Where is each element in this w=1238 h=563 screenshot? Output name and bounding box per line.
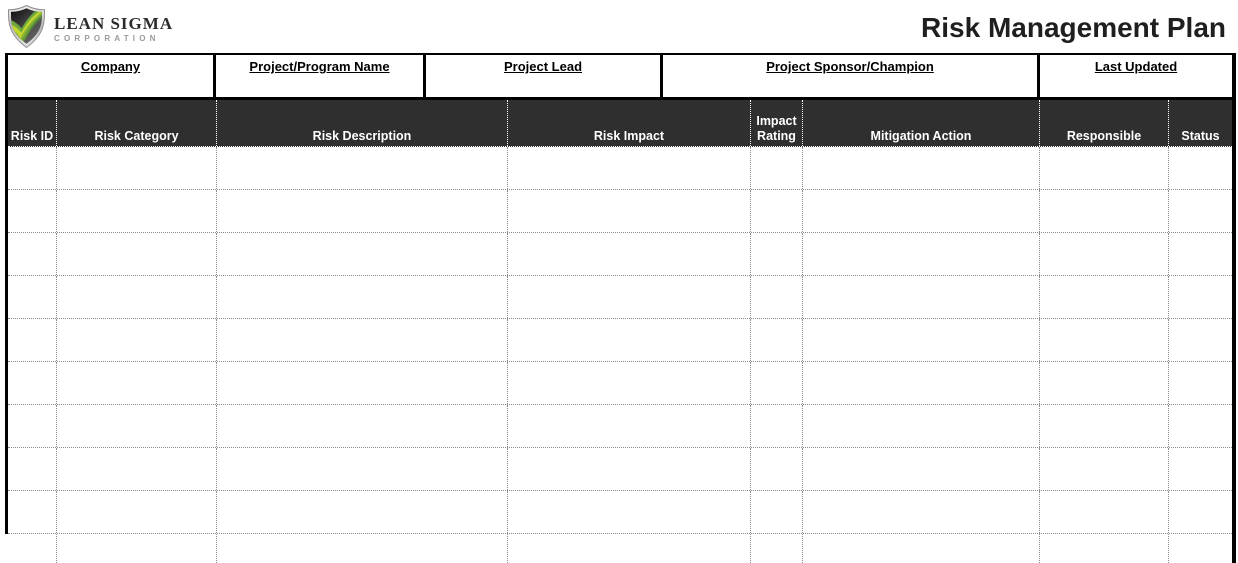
table-cell[interactable] <box>803 448 1040 490</box>
table-cell[interactable] <box>57 147 217 189</box>
table-cell[interactable] <box>57 405 217 447</box>
table-cell[interactable] <box>508 276 751 318</box>
info-label-company: Company <box>80 59 141 74</box>
table-cell[interactable] <box>1169 534 1232 563</box>
table-cell[interactable] <box>8 319 57 361</box>
table-cell[interactable] <box>8 405 57 447</box>
table-cell[interactable] <box>803 233 1040 275</box>
table-cell[interactable] <box>751 405 803 447</box>
info-label-last-updated: Last Updated <box>1094 59 1178 74</box>
table-cell[interactable] <box>57 276 217 318</box>
info-label-project-sponsor-champion: Project Sponsor/Champion <box>766 59 934 74</box>
table-cell[interactable] <box>1040 448 1169 490</box>
table-outer-border-right <box>1232 53 1236 563</box>
table-cell[interactable] <box>57 233 217 275</box>
table-cell[interactable] <box>1040 362 1169 404</box>
table-cell[interactable] <box>1169 276 1232 318</box>
column-header-risk-category: Risk Category <box>57 100 217 146</box>
table-cell[interactable] <box>217 405 508 447</box>
table-cell[interactable] <box>803 491 1040 533</box>
table-cell[interactable] <box>508 319 751 361</box>
table-cell[interactable] <box>8 534 57 563</box>
table-cell[interactable] <box>57 448 217 490</box>
table-cell[interactable] <box>57 190 217 232</box>
table-cell[interactable] <box>803 319 1040 361</box>
column-header-risk-description: Risk Description <box>217 100 508 146</box>
table-cell[interactable] <box>57 534 217 563</box>
table-cell[interactable] <box>217 491 508 533</box>
table-cell[interactable] <box>1040 491 1169 533</box>
lean-sigma-shield-icon <box>6 5 47 53</box>
table-header-row <box>8 100 1232 147</box>
table-cell[interactable] <box>217 276 508 318</box>
table-cell[interactable] <box>1169 190 1232 232</box>
table-cell[interactable] <box>508 534 751 563</box>
info-cell-project-lead[interactable] <box>426 55 663 97</box>
table-cell[interactable] <box>803 405 1040 447</box>
table-row <box>8 491 1232 534</box>
table-row <box>8 534 1232 563</box>
table-cell[interactable] <box>508 147 751 189</box>
table-cell[interactable] <box>508 362 751 404</box>
table-cell[interactable] <box>8 147 57 189</box>
table-cell[interactable] <box>803 276 1040 318</box>
table-cell[interactable] <box>803 362 1040 404</box>
table-row <box>8 448 1232 491</box>
table-cell[interactable] <box>8 190 57 232</box>
table-cell[interactable] <box>1040 147 1169 189</box>
info-cell-last-updated[interactable] <box>1040 55 1232 97</box>
table-cell[interactable] <box>751 491 803 533</box>
table-row <box>8 319 1232 362</box>
table-row <box>8 362 1232 405</box>
table-cell[interactable] <box>751 362 803 404</box>
table-cell[interactable] <box>217 362 508 404</box>
column-header-status: Status <box>1181 128 1220 143</box>
table-cell[interactable] <box>803 190 1040 232</box>
table-cell[interactable] <box>57 491 217 533</box>
info-cell-company[interactable] <box>8 55 216 97</box>
info-label-project-lead: Project Lead <box>503 59 583 74</box>
table-cell[interactable] <box>508 190 751 232</box>
table-cell[interactable] <box>1040 319 1169 361</box>
table-row <box>8 190 1232 233</box>
column-header-risk-id: Risk ID <box>8 100 57 146</box>
info-cell-project-sponsor-champion[interactable] <box>663 55 1040 97</box>
table-cell[interactable] <box>217 534 508 563</box>
table-row <box>8 276 1232 319</box>
table-cell[interactable] <box>751 534 803 563</box>
info-cell-project-program-name[interactable] <box>216 55 426 97</box>
info-label-project-program-name: Project/Program Name <box>249 59 390 74</box>
table-cell[interactable] <box>8 448 57 490</box>
logo-subtitle: CORPORATION <box>54 34 160 43</box>
lean-sigma-logo <box>6 5 173 53</box>
info-header-row <box>8 53 1232 100</box>
table-cell[interactable] <box>8 491 57 533</box>
table-cell[interactable] <box>1040 233 1169 275</box>
table-cell[interactable] <box>1169 233 1232 275</box>
column-header-mitigation-action: Mitigation Action <box>803 100 1040 146</box>
logo-name: LEAN SIGMA <box>54 14 174 33</box>
column-header-impact-rating: Impact Rating <box>751 100 803 146</box>
table-cell[interactable] <box>508 491 751 533</box>
table-cell[interactable] <box>8 276 57 318</box>
table-cell[interactable] <box>8 362 57 404</box>
table-cell[interactable] <box>1169 491 1232 533</box>
column-header-risk-impact: Risk Impact <box>508 100 751 146</box>
table-cell[interactable] <box>508 405 751 447</box>
table-cell[interactable] <box>803 147 1040 189</box>
table-cell[interactable] <box>8 233 57 275</box>
table-cell[interactable] <box>1169 405 1232 447</box>
page-title: Risk Management Plan <box>921 12 1226 43</box>
table-cell[interactable] <box>1169 362 1232 404</box>
table-cell[interactable] <box>751 233 803 275</box>
table-cell[interactable] <box>508 448 751 490</box>
table-row <box>8 147 1232 190</box>
table-cell[interactable] <box>751 147 803 189</box>
column-header-responsible: Responsible <box>1040 100 1169 146</box>
table-cell[interactable] <box>1169 319 1232 361</box>
table-cell[interactable] <box>217 190 508 232</box>
table-cell[interactable] <box>751 190 803 232</box>
table-cell[interactable] <box>217 147 508 189</box>
table-cell[interactable] <box>803 534 1040 563</box>
table-cell[interactable] <box>751 448 803 490</box>
table-cell[interactable] <box>1169 448 1232 490</box>
table-cell[interactable] <box>57 319 217 361</box>
table-cell[interactable] <box>751 276 803 318</box>
table-cell[interactable] <box>1040 276 1169 318</box>
table-row <box>8 233 1232 276</box>
table-cell[interactable] <box>1040 534 1169 563</box>
table-cell[interactable] <box>508 233 751 275</box>
table-cell[interactable] <box>217 233 508 275</box>
table-cell[interactable] <box>1040 190 1169 232</box>
table-cell[interactable] <box>57 362 217 404</box>
table-cell[interactable] <box>217 319 508 361</box>
table-cell[interactable] <box>751 319 803 361</box>
table-cell[interactable] <box>1169 147 1232 189</box>
table-body <box>8 147 1232 563</box>
table-cell[interactable] <box>1040 405 1169 447</box>
table-cell[interactable] <box>217 448 508 490</box>
table-row <box>8 405 1232 448</box>
